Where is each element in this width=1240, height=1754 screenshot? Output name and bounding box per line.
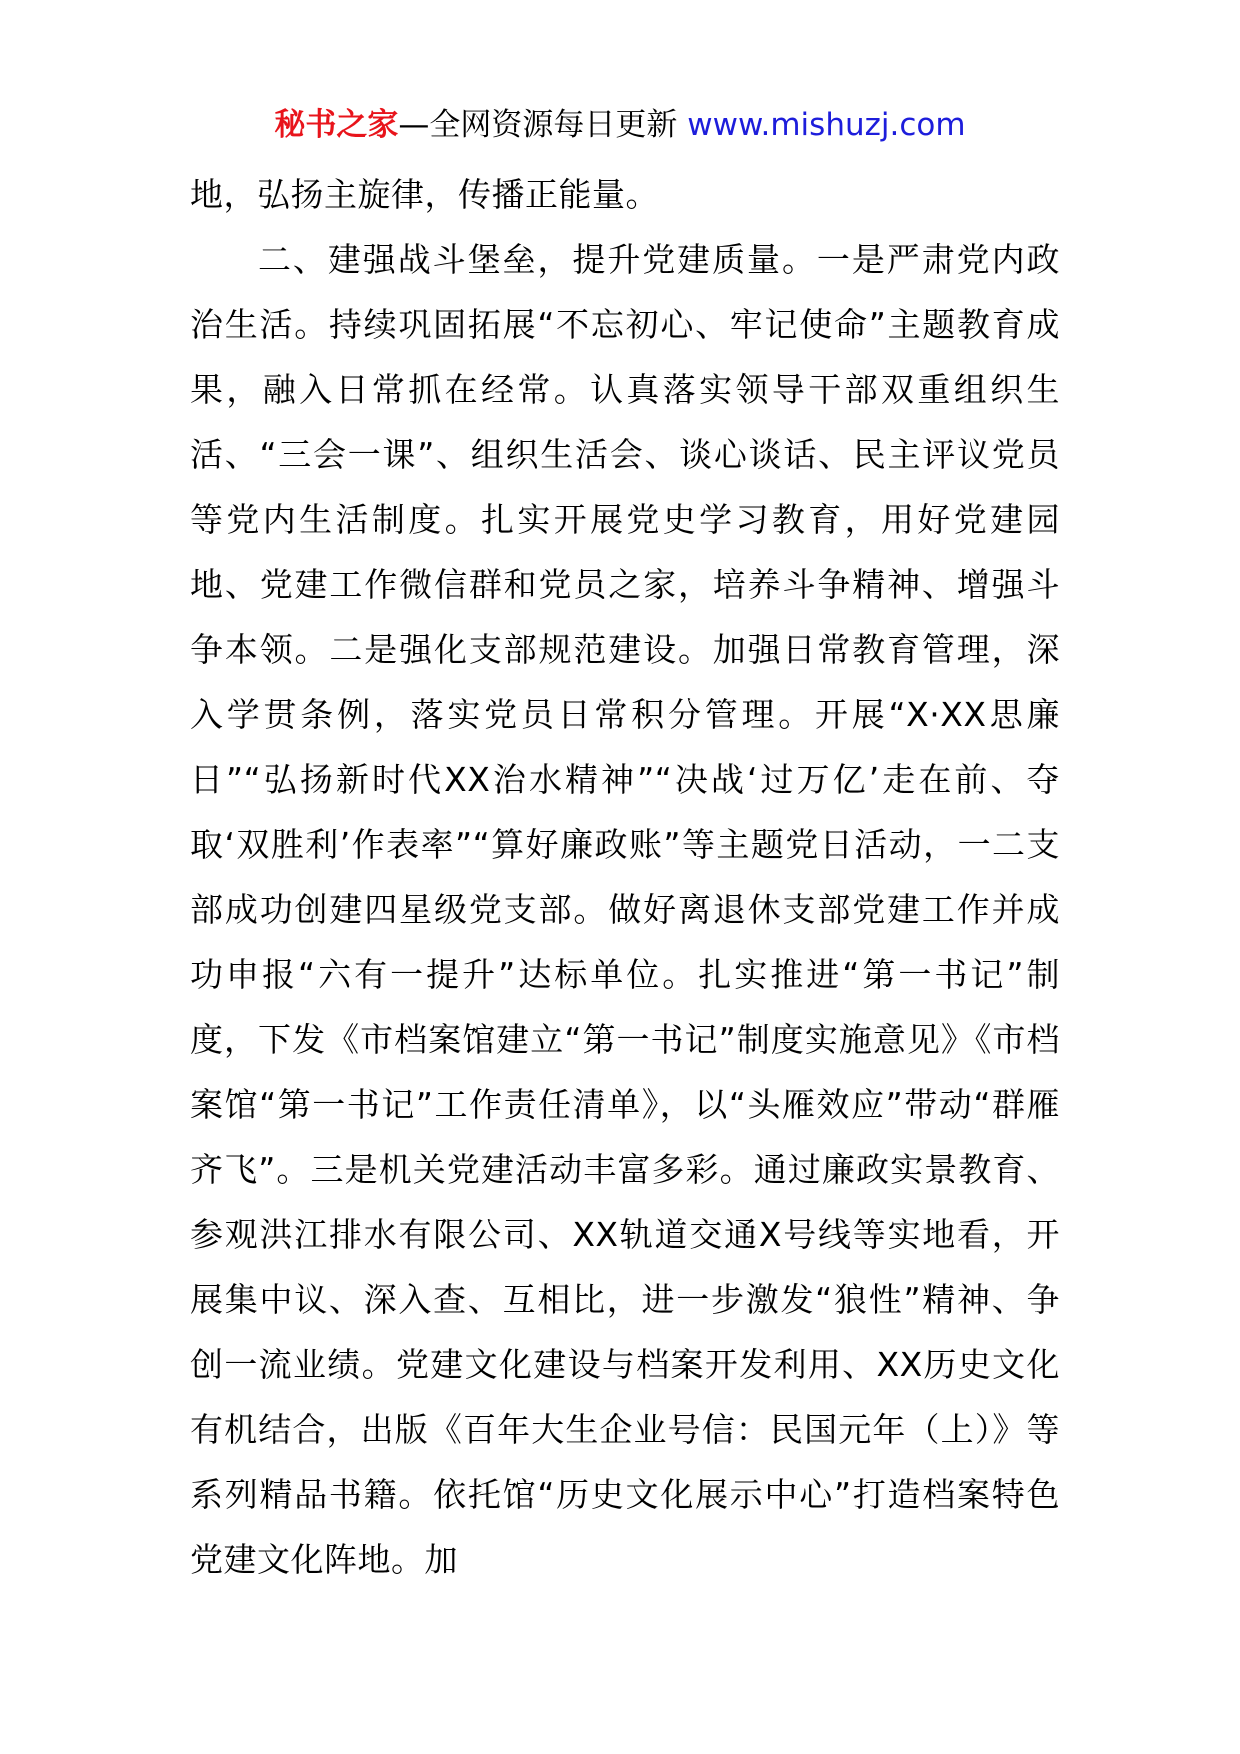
paragraph-continuation: 地，弘扬主旋律，传播正能量。 (190, 175, 659, 214)
document-body (190, 162, 1060, 1592)
watermark-header (0, 100, 1240, 150)
header-slogan: —全网资源每日更新 (398, 107, 678, 143)
paragraph-section-two: 二、建强战斗堡垒，提升党建质量。一是严肃党内政治生活。持续巩固拓展“不忘初心、牢记使命”主题教育成果，融入日常抓在经常。认真落实领导干部双重组织生活、“三会一课”、组织生活会、谈心谈话、民主评议党员等党内生活制度。扎实开展党史学习教育，用好党建园地、党建工作微信群和党员之家，培养斗争精神、增强斗争本领。二是强化支部规范建设。加强日常教育管理，深入学贯条例，落实党员日常积分管理。开展“X·XX思廉日”“弘扬新时代XX治水精神”“决战‘过万亿’走在前、夺取‘双胜利’作表率”“算好廉政账”等主题党日活动，一二支部成功创建四星级党支部。做好离退休支部党建工作并成功申报“六有一提升”达标单位。扎实推进“第一书记”制度，下发《市档案馆建立“第一书记”制度实施意见》《市档案馆“第一书记”工作责任清单》，以“头雁效应”带动“群雁齐飞”。三是机关党建活动丰富多彩。通过廉政实景教育、参观洪江排水有限公司、XX轨道交通X号线等实地看，开展集中议、深入查、互相比，进一步激发“狼性”精神、争创一流业绩。党建文化建设与档案开发利用、XX历史文化有机结合，出版《百年大生企业号信：民国元年（上）》等系列精品书籍。依托馆“历史文化展示中心”打造档案特色党建文化阵地。加 (190, 240, 1060, 1579)
header-url[interactable]: www.mishuzj.com (687, 107, 966, 143)
brand-name: 秘书之家 (274, 107, 399, 143)
